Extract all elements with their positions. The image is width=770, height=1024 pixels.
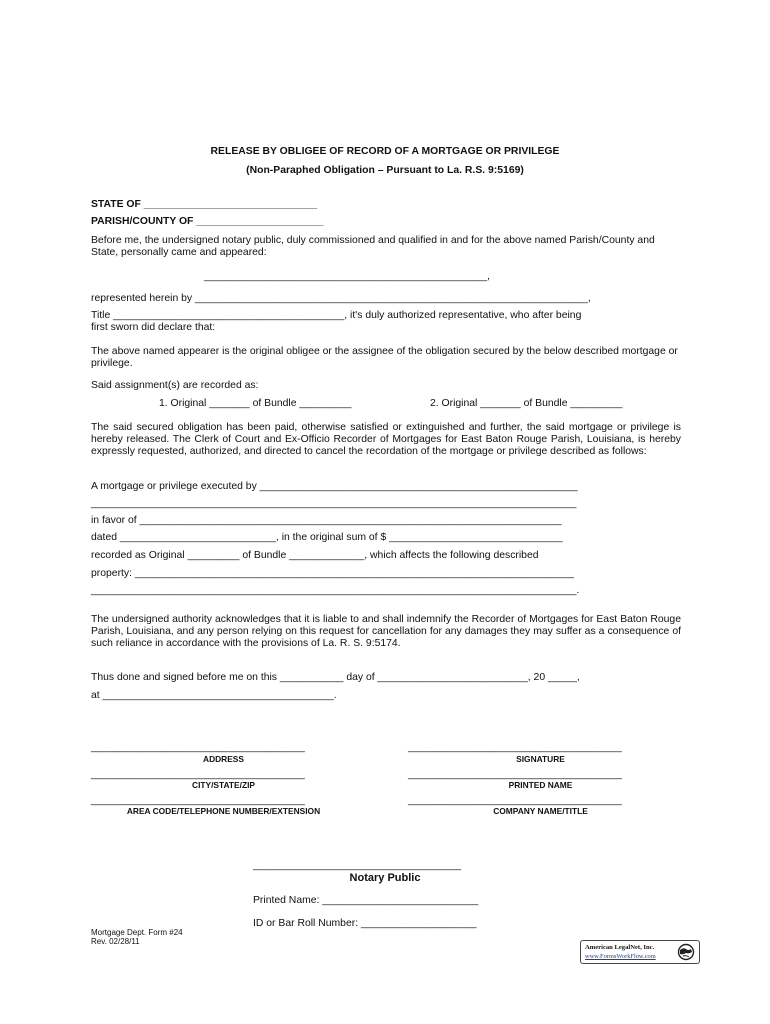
american-legalnet-logo (580, 940, 700, 964)
state-field[interactable]: STATE OF ______________________________ (91, 199, 318, 210)
revision-date: Rev. 02/28/11 (91, 937, 140, 946)
document-subtitle: (Non-Paraphed Obligation – Pursuant to La. R.S. 9:5169) (246, 165, 524, 176)
indemnify-paragraph: The undersigned authority acknowledges that it is liable to and shall indemnify the Recorder of Mortgages for East Baton Rouge Parish, Louisiana, and any person relying on this request for cancellation for any damages they may suffer as a consequence of such reliance in accordance with the provisions of La. R. S. 9:5174. (91, 614, 681, 649)
printed-name-field[interactable]: _____________________________________ (408, 769, 622, 780)
intro-paragraph: Before me, the undersigned notary public, duly commissioned and qualified in and for the above named Parish/County and State, personally came and appeared: (91, 235, 655, 258)
company-label: COMPANY NAME/TITLE (493, 806, 588, 816)
phone-label: AREA CODE/TELEPHONE NUMBER/EXTENSION (126, 806, 321, 816)
release-paragraph: The said secured obligation has been paid, otherwise satisfied or extinguished and further, the said mortgage or privilege is hereby released. The Clerk of Court and Ex-Officio Recorder of Mortgages for East Baton Rouge Parish, Louisiana, is hereby expressly requested, authorized, and directed to cancel the recordation of the mortgage or privilege described as follows: (91, 422, 681, 457)
dated-sum-field[interactable]: dated ___________________________, in the original sum of $ ______________________________ (91, 532, 563, 543)
signature-label: SIGNATURE (516, 754, 565, 764)
representative-title-field[interactable]: Title ________________________________________, it's duly authorized representative, who after being (91, 310, 582, 321)
logo-url[interactable]: www.FormsWorkFlow.com (585, 953, 656, 960)
notary-id-field[interactable]: ID or Bar Roll Number: ____________________ (253, 918, 477, 929)
assignment-2-field[interactable]: 2. Original _______ of Bundle _________ (430, 398, 623, 409)
appearer-name-field[interactable]: _________________________________________________, (204, 271, 491, 282)
property-continuation-field[interactable]: ____________________________________________________________________________________. (91, 585, 580, 596)
printed-name-label: PRINTED NAME (508, 780, 573, 790)
assignment-heading: Said assignment(s) are recorded as: (91, 380, 259, 391)
signature-field[interactable]: _____________________________________ (408, 742, 622, 753)
address-label: ADDRESS (203, 754, 244, 764)
in-favor-of-field[interactable]: in favor of _________________________________________________________________________ (91, 515, 562, 526)
city-label: CITY/STATE/ZIP (192, 780, 255, 790)
company-field[interactable]: _____________________________________ (408, 795, 622, 806)
logo-company: American LegalNet, Inc. (585, 944, 655, 951)
city-field[interactable]: _____________________________________ (91, 769, 305, 780)
parish-county-field[interactable]: PARISH/COUNTY OF ______________________ (91, 216, 324, 227)
notary-printed-name-field[interactable]: Printed Name: ___________________________ (253, 895, 479, 906)
globe-icon (677, 943, 695, 961)
document-title: RELEASE BY OBLIGEE OF RECORD OF A MORTGAGE OR PRIVILEGE (210, 146, 560, 157)
signed-location-field[interactable]: at ________________________________________. (91, 690, 337, 701)
phone-field[interactable]: _____________________________________ (91, 795, 305, 806)
address-field[interactable]: _____________________________________ (91, 742, 305, 753)
represented-by-field[interactable]: represented herein by ____________________________________________________________________, (91, 293, 591, 304)
executed-by-field[interactable]: A mortgage or privilege executed by _______________________________________________________ (91, 481, 578, 492)
sworn-text: first sworn did declare that: (91, 322, 216, 333)
notary-signature-field[interactable]: ____________________________________ (253, 860, 462, 871)
signed-date-field[interactable]: Thus done and signed before me on this ___________ day of __________________________, 20 _____, (91, 672, 580, 683)
assignment-1-field[interactable]: 1. Original _______ of Bundle _________ (159, 398, 352, 409)
notary-public-label: Notary Public (349, 872, 421, 884)
recorded-field[interactable]: recorded as Original _________ of Bundle _____________, which affects the following described (91, 550, 539, 561)
property-field[interactable]: property: ____________________________________________________________________________ (91, 568, 575, 579)
form-number: Mortgage Dept. Form #24 (91, 928, 183, 937)
executed-by-continuation-field[interactable]: ____________________________________________________________________________________ (91, 498, 577, 509)
appearer-paragraph: The above named appearer is the original obligee or the assignee of the obligation secured by the below described mortgage or privilege. (91, 346, 678, 369)
